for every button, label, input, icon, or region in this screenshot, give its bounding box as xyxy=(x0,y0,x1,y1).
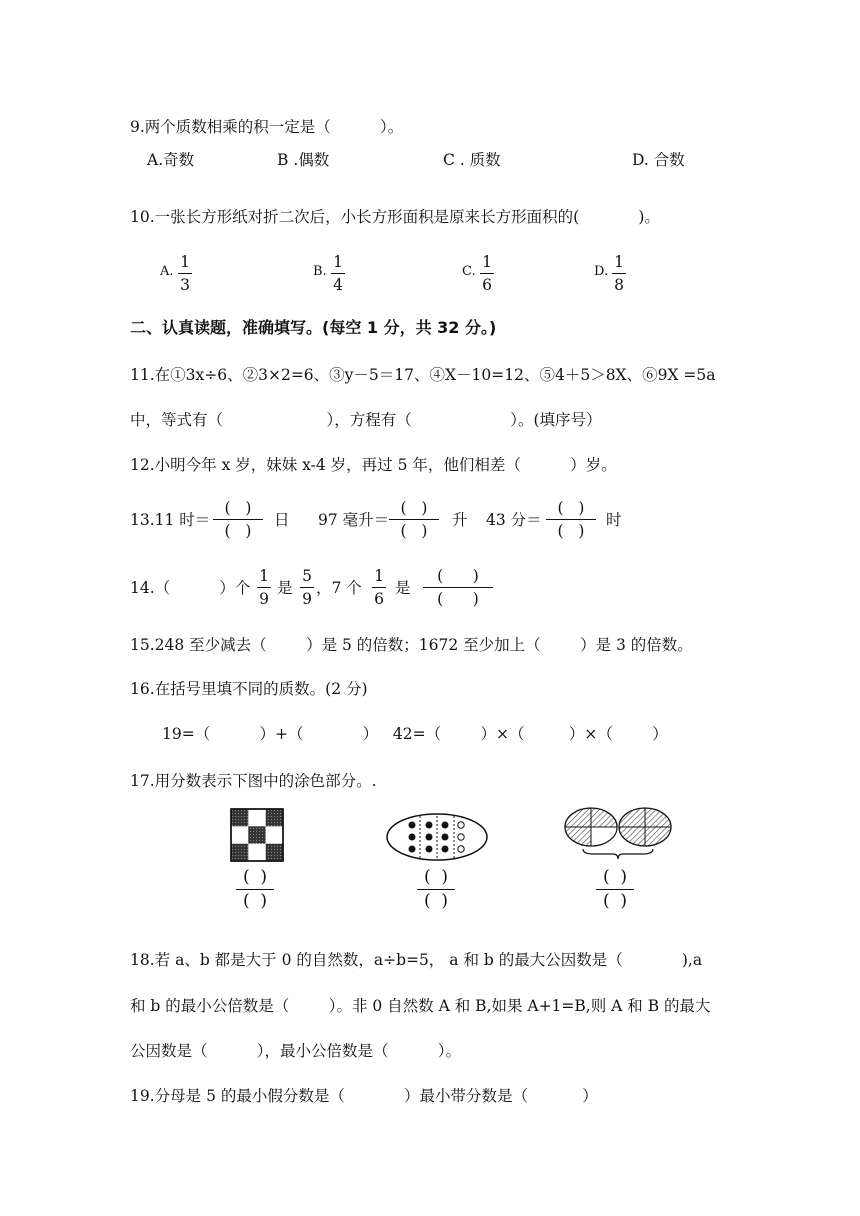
q17-answer-blank-1 xyxy=(236,868,274,911)
q10-option-b-letter: B. xyxy=(313,264,327,279)
q10-option-b-fraction xyxy=(331,253,345,294)
q14-blank-fraction xyxy=(423,567,493,608)
numerator-blank: ( ) xyxy=(242,867,268,887)
denominator-blank: ( ) xyxy=(602,891,628,911)
q16-line: 19=（ ）+（ ） 42=（ ）×（ ）×（ ） xyxy=(162,725,668,743)
q14-is-2: 是 xyxy=(395,579,411,597)
fraction-bar xyxy=(612,273,626,274)
fraction-bar xyxy=(596,889,634,890)
fraction-bar xyxy=(236,889,274,890)
q10-option-c-letter: C. xyxy=(462,264,476,279)
q19-text: 19.分母是 5 的最小假分数是（ ）最小带分数是（ ） xyxy=(130,1087,598,1105)
two-circles-figure xyxy=(563,806,673,860)
numerator-blank: ( ) xyxy=(437,567,479,585)
q10-stem: 10.一张长方形纸对折二次后，小长方形面积是原来长方形面积的( )。 xyxy=(130,208,660,226)
fraction-bar xyxy=(389,519,439,520)
q14-fraction-1-9 xyxy=(257,567,271,608)
fraction-bar xyxy=(480,273,494,274)
q13-label-ml: 97 毫升＝ xyxy=(318,511,390,529)
denominator-blank: ( ) xyxy=(437,590,479,608)
q11-line1: 11.在①3x÷6、②3×2=6、③y－5＝17、④X－10=12、⑤4＋5＞8X、⑥9X =5a xyxy=(130,366,716,384)
denominator: 9 xyxy=(259,590,269,608)
denominator: 3 xyxy=(180,276,190,294)
denominator-blank: ( ) xyxy=(400,522,428,540)
q14-fraction-5-9 xyxy=(300,567,314,608)
q13-unit-hour: 时 xyxy=(606,511,622,529)
numerator-blank: ( ) xyxy=(557,499,585,517)
numerator-blank: ( ) xyxy=(224,499,252,517)
numerator-blank: ( ) xyxy=(423,867,449,887)
q10-option-d-fraction xyxy=(612,253,626,294)
q18-line3: 公因数是（ ），最小公倍数是（ ）。 xyxy=(130,1042,462,1060)
numerator: 1 xyxy=(259,567,269,585)
q14-is-1: 是 xyxy=(277,579,293,597)
fraction-bar xyxy=(300,587,314,588)
q10-option-d-letter: D. xyxy=(594,264,609,279)
q11-line2: 中，等式有（ ），方程有（ ）。(填序号） xyxy=(130,411,602,429)
numerator: 1 xyxy=(333,253,343,271)
numerator: 5 xyxy=(302,567,312,585)
numerator: 1 xyxy=(180,253,190,271)
q17-title: 17.用分数表示下图中的涂色部分。. xyxy=(130,772,377,790)
fraction-bar xyxy=(331,273,345,274)
q13-label-minutes: 43 分＝ xyxy=(486,511,542,529)
q10-option-c-fraction xyxy=(480,253,494,294)
q15-text: 15.248 至少减去（ ）是 5 的倍数；1672 至少加上（ ）是 3 的倍数。 xyxy=(130,636,693,654)
q13-blank-fraction-1 xyxy=(213,499,263,540)
denominator: 9 xyxy=(302,590,312,608)
numerator: 1 xyxy=(614,253,624,271)
q12-text: 12.小明今年 x 岁，妹妹 x-4 岁，再过 5 年，他们相差（ ）岁。 xyxy=(130,456,617,474)
q13-unit-liter: 升 xyxy=(452,511,468,529)
denominator-blank: ( ) xyxy=(557,522,585,540)
q14-prefix: 14.（ ）个 xyxy=(130,579,251,597)
numerator-blank: ( ) xyxy=(400,499,428,517)
denominator-blank: ( ) xyxy=(423,891,449,911)
q13-blank-fraction-3 xyxy=(546,499,596,540)
q9-option-a: A.奇数 xyxy=(147,151,195,169)
section-2-heading: 二、认真读题，准确填写。(每空 1 分，共 32 分。) xyxy=(130,318,497,337)
numerator-blank: ( ) xyxy=(602,867,628,887)
fraction-bar xyxy=(417,889,455,890)
q10-option-a-fraction xyxy=(178,253,192,294)
q9-option-b: B .偶数 xyxy=(277,151,330,169)
numerator: 1 xyxy=(374,567,384,585)
numerator: 1 xyxy=(482,253,492,271)
q9-option-c: C . 质数 xyxy=(443,151,501,169)
denominator: 6 xyxy=(482,276,492,294)
fraction-bar xyxy=(257,587,271,588)
q18-line1: 18.若 a、b 都是大于 0 的自然数，a÷b=5， a 和 b 的最大公因数是（ ),a xyxy=(130,951,703,969)
q17-answer-blank-3 xyxy=(596,868,634,911)
fraction-bar xyxy=(213,519,263,520)
oval-dots-figure xyxy=(386,812,488,862)
q13-unit-day: 日 xyxy=(274,511,290,529)
denominator-blank: ( ) xyxy=(224,522,252,540)
q9-stem: 9.两个质数相乘的积一定是（ ）。 xyxy=(130,118,404,136)
fraction-bar xyxy=(178,273,192,274)
fraction-bar xyxy=(546,519,596,520)
fraction-bar xyxy=(372,587,386,588)
checkerboard-figure xyxy=(231,809,283,861)
q13-blank-fraction-2 xyxy=(389,499,439,540)
q14-mid: ，7 个 xyxy=(316,579,362,597)
q17-answer-blank-2 xyxy=(417,868,455,911)
q18-line2: 和 b 的最小公倍数是（ ）。非 0 自然数 A 和 B,如果 A+1=B,则 A 和 B 的最大 xyxy=(130,997,711,1015)
q16-title: 16.在括号里填不同的质数。(2 分) xyxy=(130,680,368,698)
q9-option-d: D. 合数 xyxy=(632,151,685,169)
denominator-blank: ( ) xyxy=(242,891,268,911)
denominator: 4 xyxy=(333,276,343,294)
denominator: 6 xyxy=(374,590,384,608)
q13-label-hours: 13.11 时＝ xyxy=(130,511,211,529)
denominator: 8 xyxy=(614,276,624,294)
fraction-bar xyxy=(423,587,493,588)
q14-fraction-1-6 xyxy=(372,567,386,608)
q10-option-a-letter: A. xyxy=(160,264,174,279)
